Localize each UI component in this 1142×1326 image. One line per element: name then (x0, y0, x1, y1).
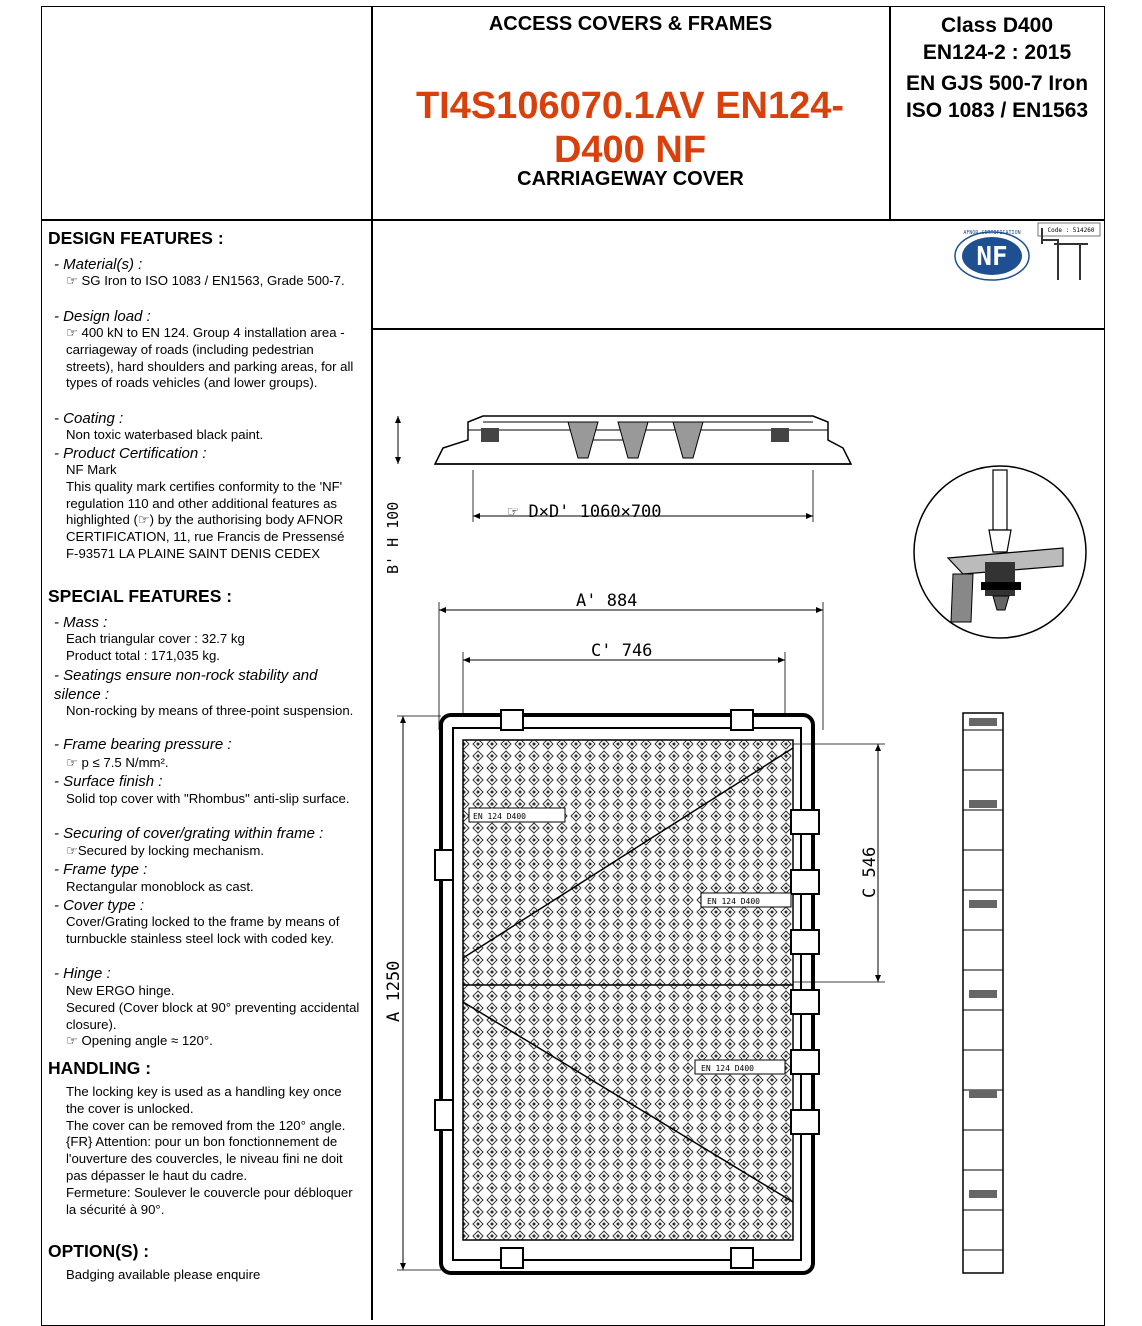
dim-a-prime-label: A' 884 (576, 591, 638, 611)
special-text-cover: Cover/Grating locked to the frame by means of turnbuckle stainless steel lock with coded key. (66, 914, 340, 946)
special-text-securing: ☞Secured by locking mechanism. (66, 843, 264, 858)
design-features-title: DESIGN FEATURES : (48, 228, 224, 248)
special-text-surface: Solid top cover with "Rhombus" anti-slip surface. (66, 791, 350, 806)
lock-detail-circle (914, 466, 1086, 638)
product-code: TI4S106070.1AV EN124-D400 NF (415, 85, 845, 171)
special-text-seatings: Non-rocking by means of three-point suspension. (66, 703, 354, 718)
nf-logo-ring-text: AFNOR CERTIFICATION (963, 230, 1021, 236)
plan-view (435, 710, 819, 1273)
special-label-surface: - Surface finish : (54, 773, 163, 790)
category-title: ACCESS COVERS & FRAMES (488, 13, 773, 35)
design-text-coating: Non toxic waterbased black paint. (66, 427, 264, 442)
handling-text: The locking key is used as a handling key once the cover is unlocked. The cover can be removed from the 120° angle. {FR} Attention: pour un bon fonctionnement de l'ouverture des couvercles, le niveau fini ne doit pas dépasser le haut du cadre. Fermeture: Soulever le couvercle pour débloquer la sécurité à 90°. (66, 1084, 353, 1217)
spec-iso: ISO 1083 / EN1563 (905, 99, 1089, 122)
special-label-frame: - Frame type : (54, 861, 148, 878)
divider-header-bottom (41, 219, 1105, 221)
special-text-frame: Rectangular monoblock as cast. (66, 879, 254, 894)
design-label-material: - Material(s) : (54, 256, 143, 273)
special-label-mass: - Mass : (54, 614, 108, 631)
special-label-cover: - Cover type : (54, 897, 145, 914)
design-text-material: ☞ SG Iron to ISO 1083 / EN1563, Grade 500-7. (66, 273, 345, 288)
special-text-hinge: New ERGO hinge. Secured (Cover block at 90° preventing accidental closure). ☞ Opening angle ≈ 120°. (66, 983, 360, 1049)
special-label-hinge: - Hinge : (54, 965, 111, 982)
design-label-load: - Design load : (54, 308, 151, 325)
special-label-securing: - Securing of cover/grating within frame : (54, 825, 324, 842)
spec-class: Class D400 (940, 14, 1054, 37)
section-view (435, 416, 851, 464)
design-label-certification: - Product Certification : (54, 445, 207, 462)
spec-standard: EN124-2 : 2015 (922, 41, 1072, 64)
height-dim-label: B' H 100 (384, 501, 402, 574)
key-icon (1036, 220, 1102, 286)
design-text-load: ☞ 400 kN to EN 124. Group 4 installation area - carriageway of roads (including pedestrian streets), hard shoulders and parking areas, for all types of roads vehicles (and lower groups). (66, 325, 354, 391)
key-code-label: Code : 514260 (1047, 227, 1095, 234)
badge-text-3: EN 124 D400 (701, 1064, 754, 1073)
handling-title: HANDLING : (48, 1058, 152, 1078)
technical-drawing (373, 330, 1103, 1320)
dim-a-label: A 1250 (384, 960, 404, 1022)
spec-material: EN GJS 500-7 Iron (905, 72, 1089, 95)
dim-c-prime-label: C' 746 (591, 641, 653, 661)
special-label-seatings: - Seatings ensure non-rock stability and silence : (54, 667, 318, 703)
design-text-certification: NF Mark This quality mark certifies conformity to the 'NF' regulation 110 and other additional features as highlighted (☞) by the authorising body AFNOR CERTIFICATION, 11, rue Francis de Pressensé F-93571 LA PLAINE SAINT DENIS CEDEX (66, 462, 345, 561)
options-title: OPTION(S) : (48, 1241, 150, 1261)
side-profile-view (963, 713, 1003, 1273)
product-type: CARRIAGEWAY COVER (517, 168, 744, 190)
nf-logo (950, 222, 1034, 282)
badge-text-2: EN 124 D400 (707, 897, 760, 906)
dim-c-label: C 546 (860, 846, 880, 898)
clear-opening-label: ☞ D×D' 1060×700 (508, 502, 662, 522)
nf-logo-text: NF (976, 242, 1008, 272)
special-features-title: SPECIAL FEATURES : (48, 586, 233, 606)
special-label-bearing: - Frame bearing pressure : (54, 736, 232, 753)
options-text: Badging available please enquire (66, 1267, 261, 1282)
badge-text-1: EN 124 D400 (473, 812, 526, 821)
special-text-mass: Each triangular cover : 32.7 kg Product total : 171,035 kg. (66, 631, 245, 663)
design-label-coating: - Coating : (54, 410, 124, 427)
special-text-bearing: ☞ p ≤ 7.5 N/mm². (66, 755, 169, 770)
